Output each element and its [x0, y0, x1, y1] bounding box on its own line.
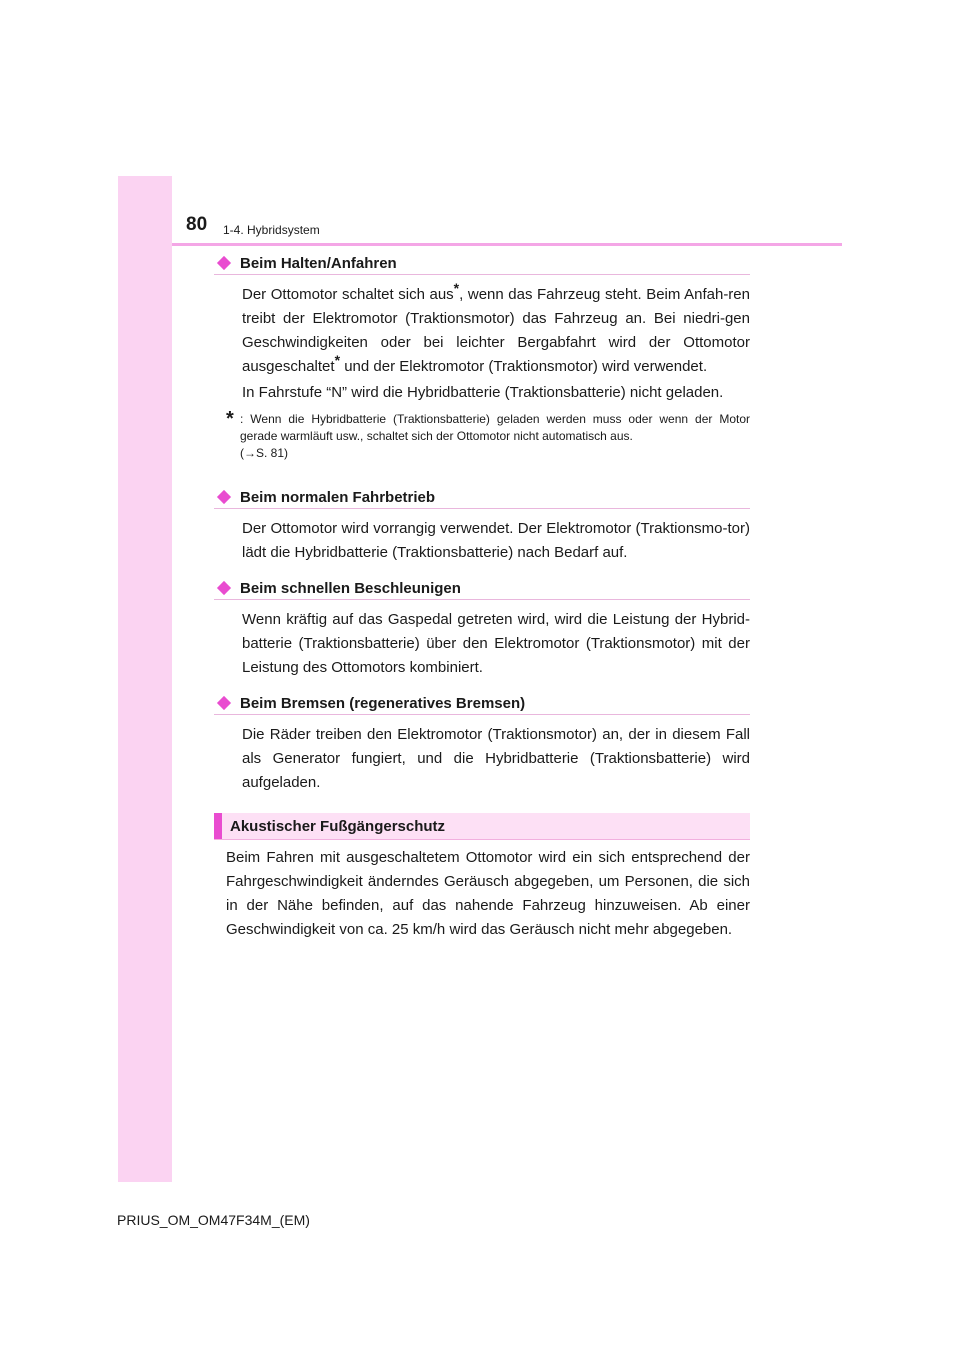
diamond-bullet-icon — [217, 696, 231, 710]
subheading-halten — [214, 252, 750, 275]
header-rule — [172, 243, 842, 246]
subheading-text: Beim Bremsen (regeneratives Bremsen) — [240, 694, 526, 712]
paragraph-bremsen: Die Räder treiben den Elektromotor (Traktionsmotor) an, der in diesem Fall als Generator fungiert, und die Hybridbatterie (Traktionsbatterie) wird aufgeladen. — [242, 726, 750, 791]
paragraph-beschleunigen: Wenn kräftig auf das Gaspedal getreten wird, wird die Leistung der Hybrid-batterie (Traktionsbatterie) über den Elektromotor (Traktionsmotor) mit der Leistung des Ottomotors kombiniert. — [242, 611, 750, 676]
subheading-bremsen — [214, 692, 750, 715]
subheading-text: Beim schnellen Beschleunigen — [240, 579, 461, 597]
asterisk-mark: * — [453, 280, 460, 296]
diamond-bullet-icon — [217, 581, 231, 595]
paragraph-akustik: Beim Fahren mit ausgeschaltetem Ottomotor wird ein sich entsprechend der Fahrgeschwindigkeit änderndes Geräusch abgegeben, um Personen, die sich in der Nähe befinden, auf das nahende Fahrzeug hinzuweisen. Ab einer Geschwindigkeit von ca. 25 km/h wird das Geräusch nicht mehr abgegeben. — [226, 849, 750, 938]
page-number: 80 — [186, 214, 208, 235]
diamond-bullet-icon — [217, 490, 231, 504]
box-heading-text: Akustischer Fußgängerschutz — [230, 817, 446, 835]
side-tab-bar — [118, 176, 172, 1182]
footer-doc-id: PRIUS_OM_OM47F34M_(EM) — [117, 1212, 310, 1228]
text-run: , wenn das Fahrzeug steht. Beim Anfah-ren treibt der Elektromotor (Traktionsmotor) das Fahrzeug an. Bei niedri-gen Geschwindigkeiten oder bei leichter Bergabfahrt wird der Ottomotor ausgeschaltet — [242, 286, 750, 375]
footnote-page-ref[interactable]: (→S. 81) — [240, 446, 289, 460]
footnote-text: Wenn die Hybridbatterie (Traktionsbatterie) geladen werden muss oder wenn der Motor gerade warmläuft usw., schaltet sich der Ottomotor nicht automatisch aus. — [240, 412, 750, 443]
section-title: 1-4. Hybridsystem — [223, 223, 320, 237]
subheading-normal — [214, 486, 750, 509]
paragraph-halten-2: In Fahrstufe “N” wird die Hybridbatterie (Traktionsbatterie) nicht geladen. — [242, 384, 724, 401]
paragraph-normal: Der Ottomotor wird vorrangig verwendet. Der Elektromotor (Traktionsmo-tor) lädt die Hybridbatterie (Traktionsbatterie) nach Bedarf auf. — [242, 520, 750, 561]
subheading-text: Beim Halten/Anfahren — [240, 254, 397, 272]
footnote-body — [240, 411, 750, 462]
box-heading-akustik — [214, 813, 750, 840]
page-content — [214, 252, 750, 942]
text-run: Der Ottomotor schaltet sich aus — [242, 286, 454, 303]
subheading-text: Beim normalen Fahrbetrieb — [240, 488, 436, 506]
subheading-beschleunigen — [214, 577, 750, 600]
text-run: und der Elektromotor (Traktionsmotor) wird verwendet. — [340, 358, 708, 375]
asterisk-mark: * — [334, 352, 341, 368]
footnote — [226, 408, 750, 462]
footnote-marker: * — [226, 408, 234, 430]
paragraph-halten-1 — [242, 280, 750, 379]
diamond-bullet-icon — [217, 256, 231, 270]
footnote-colon: : — [240, 412, 244, 426]
heading-accent-bar — [214, 813, 222, 839]
